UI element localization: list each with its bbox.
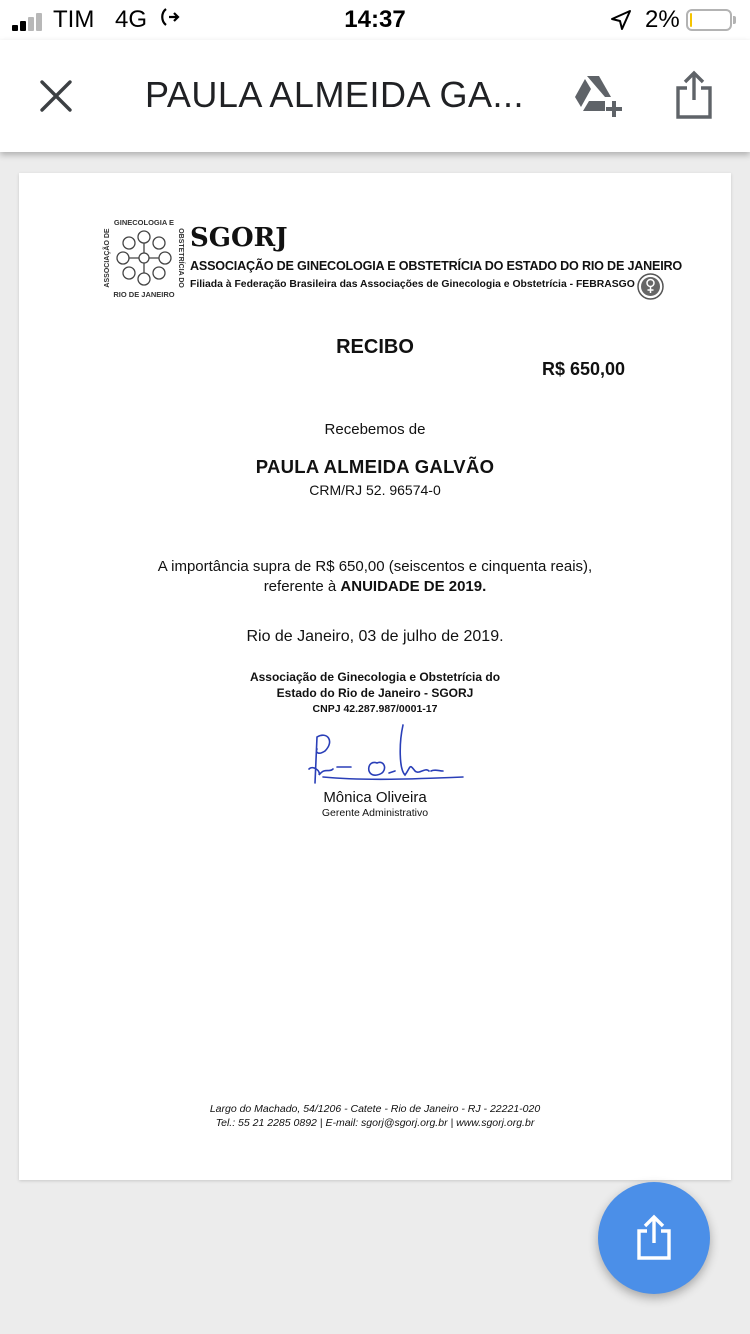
signature-org-line: Associação de Ginecologia e Obstetrícia do xyxy=(249,670,501,684)
signer-role: Gerente Administrativo xyxy=(321,807,429,819)
share-icon xyxy=(674,70,714,120)
floating-share-button[interactable] xyxy=(598,1182,710,1294)
signature-org-line: Estado do Rio de Janeiro - SGORJ xyxy=(276,686,474,700)
footer-address: Largo do Machado, 54/1206 - Catete - Rio de Janeiro - RJ - 22221-020 xyxy=(209,1103,541,1115)
received-from-label: Recebemos de xyxy=(324,421,426,438)
org-full-name: ASSOCIAÇÃO DE GINECOLOGIA E OBSTETRÍCIA DO ESTADO DO RIO DE JANEIRO xyxy=(190,259,683,273)
share-icon xyxy=(634,1214,674,1262)
carrier-label: TIM xyxy=(53,6,95,33)
svg-text:ASSOCIAÇÃO DE: ASSOCIAÇÃO DE xyxy=(104,228,111,288)
febrasgo-logo xyxy=(637,273,664,300)
place-and-date: Rio de Janeiro, 03 de julho de 2019. xyxy=(246,628,504,645)
app-bar xyxy=(0,40,750,152)
footer-contact: Tel.: 55 21 2285 0892 | E-mail: sgorj@sgorj.org.br | www.sgorj.org.br xyxy=(215,1117,535,1129)
status-bar xyxy=(0,0,750,40)
network-label: 4G xyxy=(115,6,148,33)
receipt-reference-line xyxy=(19,578,731,595)
svg-text:RIO DE JANEIRO: RIO DE JANEIRO xyxy=(113,290,175,299)
org-abbreviation: SGORJ xyxy=(190,223,288,253)
battery-level xyxy=(690,13,692,27)
add-to-drive-button[interactable] xyxy=(573,74,625,118)
payer-name: PAULA ALMEIDA GALVÃO xyxy=(255,456,495,477)
clock: 14:37 xyxy=(344,6,406,33)
close-icon xyxy=(34,74,78,118)
payer-registration: CRM/RJ 52. 96574-0 xyxy=(309,482,441,498)
handwritten-signature xyxy=(305,723,465,789)
close-button[interactable] xyxy=(34,74,78,118)
svg-text:OBSTETRÍCIA DO: OBSTETRÍCIA DO xyxy=(177,228,184,288)
location-arrow-icon xyxy=(610,9,632,31)
document-page xyxy=(19,173,731,1180)
battery-icon xyxy=(686,9,732,31)
battery-percent: 2% xyxy=(645,6,680,33)
receipt-amount: R$ 650,00 xyxy=(542,359,626,379)
reference-subject: ANUIDADE DE 2019. xyxy=(340,578,487,595)
share-button[interactable] xyxy=(674,70,714,120)
sgorj-seal-logo xyxy=(101,217,187,299)
document-title: PAULA ALMEIDA GA... xyxy=(145,74,524,115)
receipt-body-line: A importância supra de R$ 650,00 (seiscentos e cinquenta reais), xyxy=(157,558,593,575)
org-affiliation: Filiada à Federação Brasileira das Associações de Ginecologia e Obstetrícia - FEBRASGO xyxy=(190,279,635,290)
cnpj: CNPJ 42.287.987/0001-17 xyxy=(312,703,438,715)
receipt-title: RECIBO xyxy=(336,336,414,358)
drive-add-icon xyxy=(573,74,625,118)
reference-prefix: referente à xyxy=(263,578,341,595)
svg-text:GINECOLOGIA E: GINECOLOGIA E xyxy=(113,218,175,227)
signer-name: Mônica Oliveira xyxy=(323,789,427,806)
